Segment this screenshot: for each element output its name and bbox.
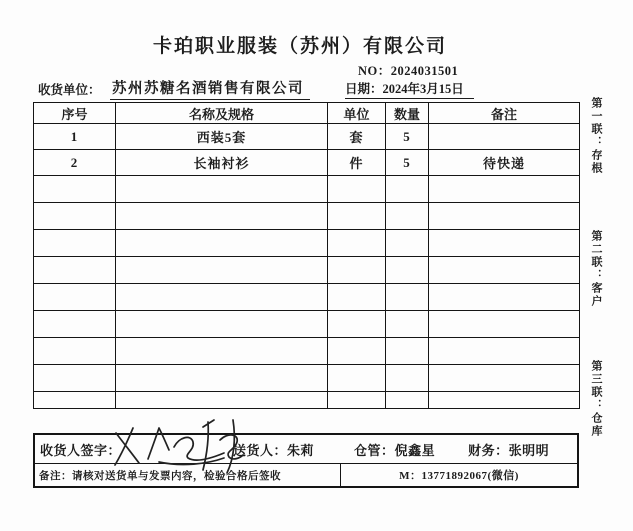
table-header-row <box>34 103 580 124</box>
cell-no: 1 <box>34 124 116 150</box>
doc-number-value: 2024031501 <box>390 64 459 78</box>
signature-row <box>35 435 577 463</box>
note-label: 备注： <box>39 470 72 482</box>
cell-qty: 5 <box>386 150 429 176</box>
cell-qty: 5 <box>386 124 429 150</box>
finance-label: 财务： <box>468 442 509 458</box>
copy-label-stub: 第一联：存根 <box>590 97 602 175</box>
table-empty-row <box>34 230 580 257</box>
cell-unit: 件 <box>328 150 386 176</box>
table-empty-row <box>34 311 580 338</box>
table-empty-row <box>34 257 580 284</box>
table-empty-row <box>34 284 580 311</box>
header-序号: 序号 <box>34 103 116 124</box>
cell-no: 2 <box>34 150 116 176</box>
receiver-value: 苏州苏糖名酒销售有限公司 <box>110 77 310 100</box>
deliverer <box>233 440 314 459</box>
doc-number <box>358 61 458 79</box>
items-table <box>33 102 580 409</box>
receiver-label: 收货单位： <box>38 83 101 97</box>
phone-value: 13771892067(微信) <box>421 470 519 482</box>
table-empty-row <box>34 365 580 392</box>
doc-date <box>345 79 474 99</box>
finance-value: 张明明 <box>508 442 550 458</box>
warehouse-keeper <box>354 440 435 459</box>
deliverer-label: 送货人： <box>233 442 288 458</box>
table-empty-row <box>34 176 580 203</box>
signature-section <box>33 433 579 488</box>
note <box>35 464 341 486</box>
warehouse-value: 倪鑫星 <box>394 442 436 458</box>
doc-number-label: NO： <box>358 64 391 78</box>
cell-remark <box>429 124 580 150</box>
doc-date-label: 日期： <box>345 82 383 96</box>
doc-date-value: 2024年3月15日 <box>382 82 464 96</box>
header-数量: 数量 <box>386 103 429 124</box>
table-empty-row <box>34 203 580 230</box>
finance <box>468 440 549 459</box>
cell-remark: 待快递 <box>429 150 580 176</box>
note-text: 请核对送货单与发票内容，检验合格后签收 <box>72 470 281 482</box>
phone <box>341 464 577 486</box>
header-单位: 单位 <box>328 103 386 124</box>
warehouse-label: 仓管： <box>354 442 395 458</box>
cell-unit: 套 <box>328 124 386 150</box>
copy-label-warehouse: 第三联：仓库 <box>590 360 602 438</box>
receiver-sign-label: 收货人签字： <box>40 442 122 458</box>
header-名称及规格: 名称及规格 <box>116 103 328 124</box>
cell-name: 长袖衬衫 <box>116 150 328 176</box>
note-row <box>35 463 577 486</box>
table-empty-row <box>34 338 580 365</box>
cell-name: 西装5套 <box>116 124 328 150</box>
table-row <box>34 124 580 150</box>
copy-label-customer: 第二联：客户 <box>590 230 602 308</box>
header-备注: 备注 <box>429 103 580 124</box>
deliverer-value: 朱莉 <box>287 442 315 458</box>
table-empty-row <box>34 392 580 409</box>
phone-label: M： <box>399 470 422 482</box>
company-title: 卡珀职业服装（苏州）有限公司 <box>152 36 447 57</box>
table-row <box>34 150 580 176</box>
